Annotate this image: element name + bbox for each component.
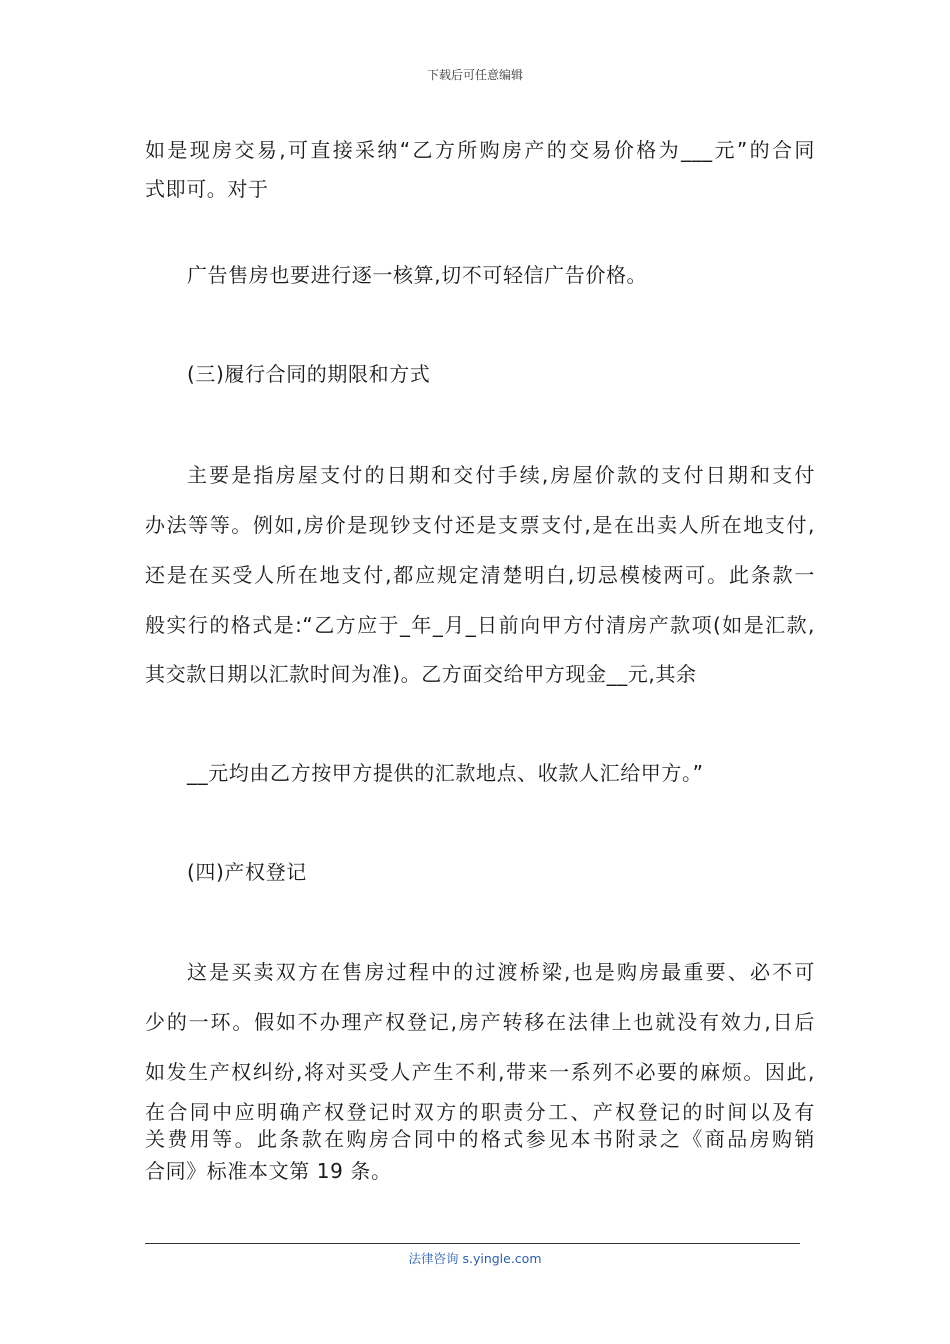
paragraph-line: 式即可。对于 (145, 177, 269, 201)
paragraph-line: 主要是指房屋支付的日期和交付手续,房屋价款的支付日期和支付 (187, 463, 815, 487)
paragraph-line: 合同》标准本文第 19 条。 (145, 1159, 392, 1183)
paragraph-line: 办法等等。例如,房价是现钞支付还是支票支付,是在出卖人所在地支付, (145, 513, 815, 537)
paragraph-line: 其交款日期以汇款时间为准)。乙方面交给甲方现金__元,其余 (145, 662, 697, 686)
footer-link[interactable]: 法律咨询 s.yingle.com (408, 1251, 542, 1266)
paragraph-line: 广告售房也要进行逐一核算,切不可轻信广告价格。 (187, 263, 648, 287)
paragraph-line: 关费用等。此条款在购房合同中的格式参见本书附录之《商品房购销 (145, 1127, 815, 1151)
paragraph-line: 还是在买受人所在地支付,都应规定清楚明白,切忌模棱两可。此条款一 (145, 563, 815, 587)
paragraph-line: 少的一环。假如不办理产权登记,房产转移在法律上也就没有效力,日后 (145, 1010, 815, 1034)
section-heading: (四)产权登记 (187, 860, 307, 884)
paragraph-line: 般实行的格式是:“乙方应于_年_月_日前向甲方付清房产款项(如是汇款, (145, 613, 815, 637)
paragraph-line: __元均由乙方按甲方提供的汇款地点、收款人汇给甲方。” (187, 761, 704, 785)
section-heading: (三)履行合同的期限和方式 (187, 362, 431, 386)
footer-divider (145, 1243, 800, 1244)
paragraph-line: 如发生产权纠纷,将对买受人产生不利,带来一系列不必要的麻烦。因此, (145, 1060, 815, 1084)
paragraph-line: 如是现房交易,可直接采纳“乙方所购房产的交易价格为___元”的合同 (145, 138, 815, 162)
header-note: 下载后可任意编辑 (426, 68, 523, 82)
paragraph-line: 这是买卖双方在售房过程中的过渡桥梁,也是购房最重要、必不可 (187, 960, 815, 984)
paragraph-line: 在合同中应明确产权登记时双方的职责分工、产权登记的时间以及有 (145, 1100, 815, 1124)
